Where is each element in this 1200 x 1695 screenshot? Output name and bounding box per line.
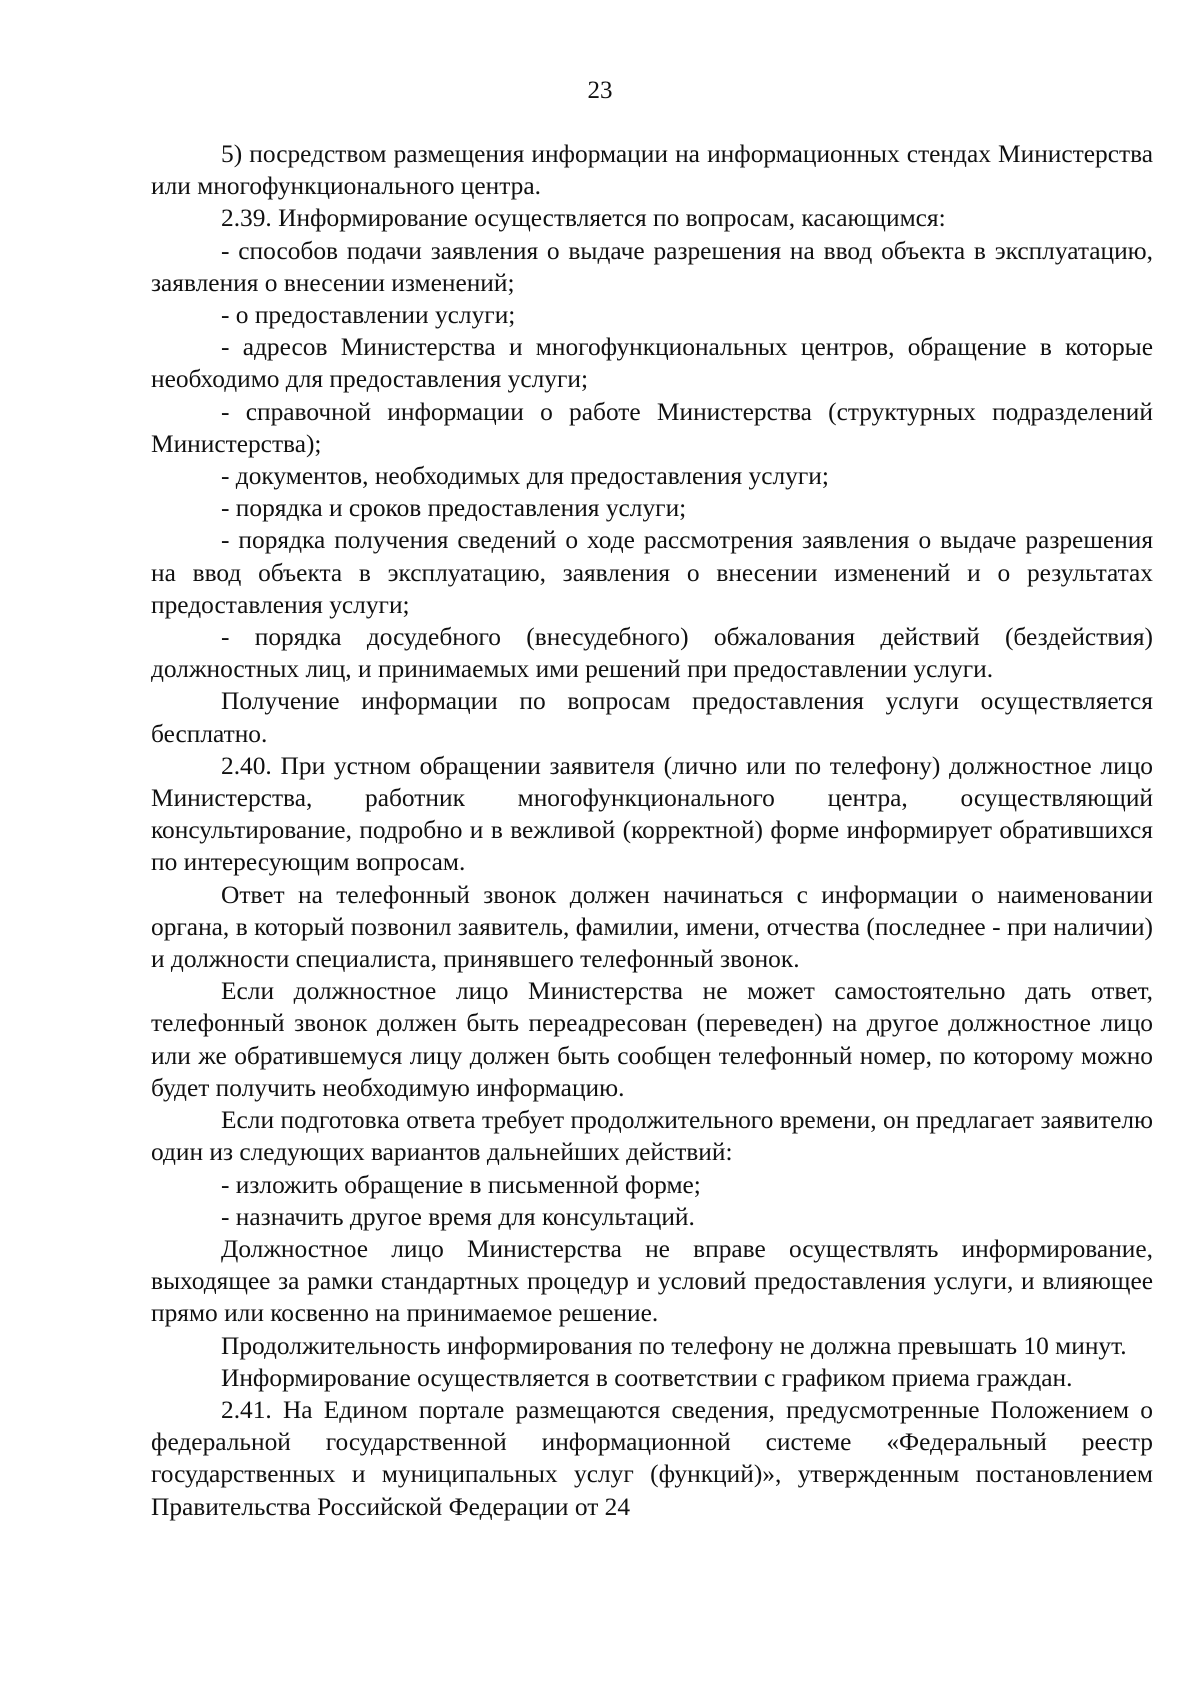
- page-number: 23: [587, 77, 613, 104]
- paragraph-free-of-charge: Получение информации по вопросам предоставления услуги осуществляется бесплатно.: [151, 687, 1153, 748]
- list-item-documents: - документов, необходимых для предоставления услуги;: [221, 462, 829, 491]
- list-item-service-provision: - о предоставлении услуги;: [221, 301, 516, 330]
- paragraph-item-5-info-stands: 5) посредством размещения информации на информационных стендах Министерства или многофункционального центра.: [151, 140, 1153, 201]
- paragraph-2-41: 2.41. На Едином портале размещаются сведения, предусмотренные Положением о федеральной государственной информационной системе «Федеральный реестр государственных и муниципальных услуг (функций)», утвержденным постановлением Правительства Российской Федерации от 24: [151, 1395, 1153, 1521]
- paragraph-not-entitled: Должностное лицо Министерства не вправе осуществлять информирование, выходящее за рамки стандартных процедур и условий предоставления услуги, и влияющее прямо или косвенно на принимаемое решение.: [151, 1234, 1153, 1328]
- list-item-progress-info: - порядка получения сведений о ходе рассмотрения заявления о выдаче разрешения на ввод объекта в эксплуатацию, заявления о внесении изменений и о результатах предоставления услуги;: [151, 526, 1153, 619]
- list-item-appeal-procedure: - порядка досудебного (внесудебного) обжалования действий (бездействия) должностных лиц, и принимаемых ими решений при предоставлении услуги.: [151, 623, 1153, 684]
- list-item-addresses: - адресов Министерства и многофункциональных центров, обращение в которые необходимо для предоставления услуги;: [151, 333, 1153, 394]
- paragraph-phone-answer: Ответ на телефонный звонок должен начинаться с информации о наименовании органа, в который позвонил заявитель, фамилии, имени, отчества (последнее - при наличии) и должности специалиста, принявшего телефонный звонок.: [151, 880, 1153, 974]
- paragraph-2-40: 2.40. При устном обращении заявителя (лично или по телефону) должностное лицо Министерства, работник многофункционального центра, осуществляющий консультирование, подробно и в вежливой (корректной) форме информирует обратившихся по интересующим вопросам.: [151, 751, 1153, 877]
- list-item-written-form: - изложить обращение в письменной форме;: [221, 1170, 701, 1199]
- document-body: [151, 138, 1153, 1523]
- list-item-application-methods: - способов подачи заявления о выдаче разрешения на ввод объекта в эксплуатацию, заявления о внесении изменений;: [151, 236, 1153, 297]
- paragraph-call-redirect: Если должностное лицо Министерства не может самостоятельно дать ответ, телефонный звонок должен быть переадресован (переведен) на другое должностное лицо или же обратившемуся лицу должен быть сообщен телефонный номер, по которому можно будет получить необходимую информацию.: [151, 977, 1153, 1102]
- list-item-reference-info: - справочной информации о работе Министерства (структурных подразделений Министерства);: [151, 397, 1153, 458]
- list-item-other-time: - назначить другое время для консультаций.: [221, 1202, 695, 1231]
- paragraph-duration: Продолжительность информирования по телефону не должна превышать 10 минут.: [221, 1331, 1127, 1360]
- list-item-procedure-terms: - порядка и сроков предоставления услуги;: [221, 494, 687, 523]
- paragraph-2-39-heading: 2.39. Информирование осуществляется по вопросам, касающимся:: [221, 204, 946, 233]
- paragraph-schedule: Информирование осуществляется в соответствии с графиком приема граждан.: [221, 1363, 1073, 1392]
- paragraph-long-preparation: Если подготовка ответа требует продолжительного времени, он предлагает заявителю один из следующих вариантов дальнейших действий:: [151, 1106, 1153, 1167]
